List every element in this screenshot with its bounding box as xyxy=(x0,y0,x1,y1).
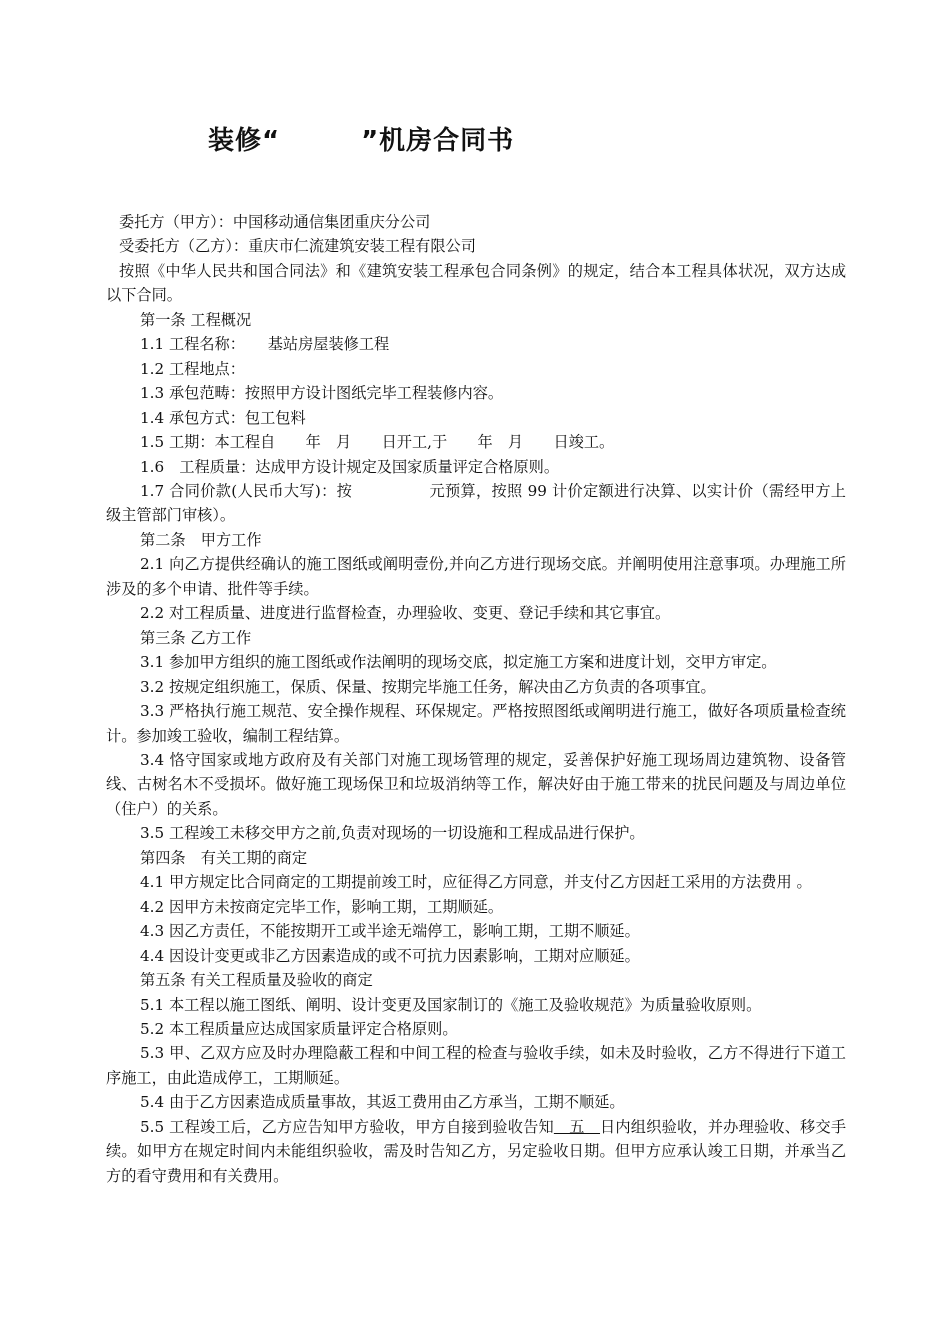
clause-4-2: 4.2 因甲方未按商定完毕工作，影响工期，工期顺延。 xyxy=(140,897,504,916)
contractor-line: 受委托方（乙方）：重庆市仁流建筑安装工程有限公司 xyxy=(119,237,476,256)
article-5-heading: 第五条 有关工程质量及验收的商定 xyxy=(140,971,373,990)
clause-2-1: 2.1 向乙方提供经确认的施工图纸或阐明壹份,并向乙方进行现场交底。并阐明使用注意事项。办理施工所涉及的多个申请、批件等手续。 xyxy=(106,555,846,598)
clause-3-3: 3.3 严格执行施工规范、安全操作规程、环保规定。严格按照图纸或阐明进行施工，做好各项质量检查统计。参加竣工验收，编制工程结算。 xyxy=(106,702,846,745)
clause-1-7: 1.7 合同价款(人民币大写)：按 元预算，按照 99 计价定额进行决算、以实计价（需经甲方上级主管部门审核）。 xyxy=(106,481,846,525)
article-4-heading: 第四条 有关工期的商定 xyxy=(140,848,308,867)
intro-paragraph: 按照《中华人民共和国合同法》和《建筑安装工程承包合同条例》的规定，结合本工程具体状况，双方达成以下合同。 xyxy=(106,261,846,305)
clause-5-5 xyxy=(106,1115,846,1188)
clause-4-1: 4.1 甲方规定比合同商定的工期提前竣工时，应征得乙方同意，并支付乙方因赶工采用的方法费用 。 xyxy=(140,873,812,892)
acceptance-days-value: 五 xyxy=(553,1117,601,1136)
article-1-heading: 第一条 工程概况 xyxy=(140,310,252,329)
clause-5-3: 5.3 甲、乙双方应及时办理隐蔽工程和中间工程的检查与验收手续，如未及时验收，乙方不得进行下道工序施工，由此造成停工，工期顺延。 xyxy=(106,1044,846,1087)
clause-4-4: 4.4 因设计变更或非乙方因素造成的或不可抗力因素影响，工期对应顺延。 xyxy=(140,946,640,965)
document-title: 装修“ ”机房合同书 xyxy=(208,126,515,156)
clause-3-4: 3.4 恪守国家或地方政府及有关部门对施工现场管理的规定，妥善保护好施工现场周边建筑物、设备管线、古树名木不受损坏。做好施工现场保卫和垃圾消纳等工作，解决好由于施工带来的扰民问题及与周边单位（住户）的关系。 xyxy=(106,750,846,818)
clause-5-2: 5.2 本工程质量应达成国家质量评定合格原则。 xyxy=(140,1019,458,1038)
clause-5-4: 5.4 由于乙方因素造成质量事故，其返工费用由乙方承当，工期不顺延。 xyxy=(140,1093,625,1112)
clause-1-2: 1.2 工程地点： xyxy=(140,359,245,378)
article-3-heading: 第三条 乙方工作 xyxy=(140,628,252,647)
clause-5-1: 5.1 本工程以施工图纸、阐明、设计变更及国家制订的《施工及验收规范》为质量验收原则。 xyxy=(140,995,762,1014)
clause-3-5: 3.5 工程竣工未移交甲方之前,负责对现场的一切设施和工程成品进行保护。 xyxy=(140,824,645,843)
clause-1-3: 1.3 承包范畴：按照甲方设计图纸完毕工程装修内容。 xyxy=(140,384,504,403)
clause-4-3: 4.3 因乙方责任，不能按期开工或半途无端停工，影响工期，工期不顺延。 xyxy=(140,922,640,941)
clause-2-2: 2.2 对工程质量、进度进行监督检查，办理验收、变更、登记手续和其它事宜。 xyxy=(140,604,671,623)
clause-3-1: 3.1 参加甲方组织的施工图纸或作法阐明的现场交底，拟定施工方案和进度计划，交甲方审定。 xyxy=(140,653,777,672)
clause-1-4: 1.4 承包方式：包工包料 xyxy=(140,408,306,427)
client-line: 委托方（甲方）：中国移动通信集团重庆分公司 xyxy=(119,213,431,231)
clause-1-5: 1.5 工期：本工程自 年 月 日开工,于 年 月 日竣工。 xyxy=(140,433,615,452)
clause-1-1: 1.1 工程名称： 基站房屋装修工程 xyxy=(140,335,390,354)
clause-3-2: 3.2 按规定组织施工，保质、保量、按期完毕施工任务，解决由乙方负责的各项事宜。 xyxy=(140,677,716,696)
clause-1-6: 1.6 工程质量：达成甲方设计规定及国家质量评定合格原则。 xyxy=(140,457,560,476)
document-body xyxy=(106,210,846,1188)
article-2-heading: 第二条 甲方工作 xyxy=(140,530,262,549)
clause-5-5-part-2: 日内组织验收，并办理验收、移交手续。如甲方在规定时间内未能组织验收，需及时告知乙方，另定验收日期。但甲方应承认竣工日期，并承当乙方的看守费用和有关费用。 xyxy=(106,1117,847,1185)
clause-5-5-part-1: 5.5 工程竣工后，乙方应告知甲方验收，甲方自接到验收告知 xyxy=(140,1117,554,1136)
